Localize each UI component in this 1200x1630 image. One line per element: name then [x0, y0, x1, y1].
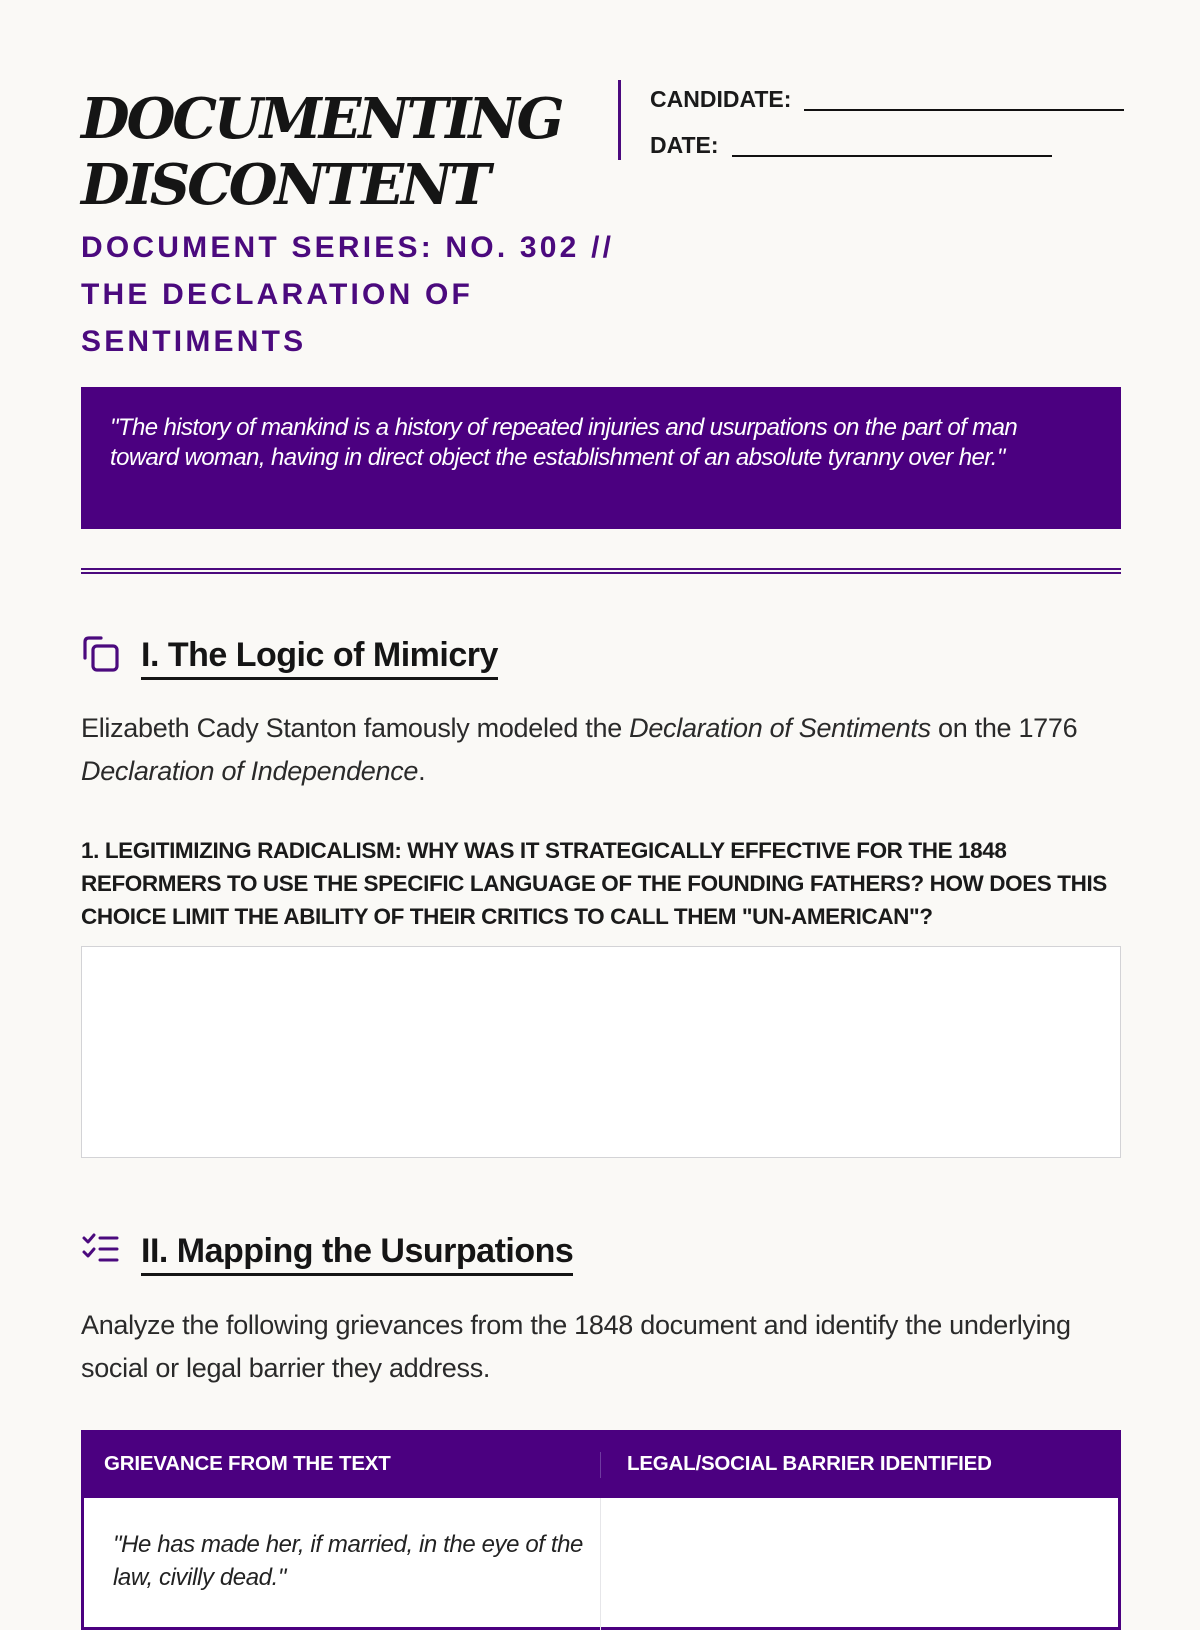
column-header-grievance: GRIEVANCE FROM THE TEXT	[104, 1452, 391, 1475]
date-row	[650, 130, 1052, 160]
table-header	[81, 1430, 1121, 1498]
intro-text-1: Elizabeth Cady Stanton famously modeled the	[81, 713, 630, 743]
column-separator	[600, 1498, 601, 1630]
worksheet-header	[81, 80, 1121, 360]
copy-icon	[81, 634, 121, 674]
section-1-header	[81, 634, 1121, 682]
header-separator	[600, 1452, 601, 1478]
intro-emphasis-2: Declaration of Independence	[81, 756, 419, 786]
date-label: DATE:	[650, 132, 719, 158]
document-series-subtitle	[81, 224, 621, 365]
intro-text-3: .	[418, 756, 426, 786]
intro-emphasis-1: Declaration of Sentiments	[629, 713, 931, 743]
candidate-row	[650, 84, 1124, 114]
date-field[interactable]	[732, 155, 1052, 157]
column-header-barrier: LEGAL/SOCIAL BARRIER IDENTIFIED	[627, 1452, 992, 1475]
quote-banner	[81, 387, 1121, 529]
candidate-label: CANDIDATE:	[650, 86, 792, 112]
double-rule-divider	[81, 568, 1121, 574]
series-line-1: DOCUMENT SERIES: NO. 302 //	[81, 231, 615, 264]
intro-text-2: on the 1776	[930, 713, 1078, 743]
question-1: 1. LEGITIMIZING RADICALISM: WHY WAS IT STRATEGICALLY EFFECTIVE FOR THE 1848 REFORMERS TO USE THE SPECIFIC LANGUAGE OF THE FOUNDING FATHERS? HOW DOES THIS CHOICE LIMIT THE ABILITY OF THEIR CRITICS TO CALL THEM "UN-AMERICAN"?	[81, 838, 1107, 929]
title-line-2: DISCONTENT	[81, 152, 488, 218]
page-title	[81, 86, 601, 218]
section-2-title: II. Mapping the Usurpations	[141, 1230, 573, 1276]
answer-field-1[interactable]	[81, 946, 1121, 1158]
title-line-1: DOCUMENTING	[81, 86, 562, 152]
section-1-intro	[81, 707, 1121, 793]
section-2-intro: Analyze the following grievances from the 1848 document and identify the underlying social or legal barrier they address.	[81, 1310, 1071, 1383]
section-1-title: I. The Logic of Mimicry	[141, 634, 498, 680]
series-line-3: SENTIMENTS	[81, 325, 307, 358]
section-2-header	[81, 1230, 1121, 1278]
worksheet-page	[81, 0, 1121, 1600]
checklist-icon	[81, 1230, 121, 1270]
candidate-info-block	[618, 80, 1124, 160]
grievance-table	[81, 1430, 1121, 1630]
series-line-2: THE DECLARATION OF	[81, 278, 474, 311]
candidate-field[interactable]	[804, 109, 1124, 111]
table-cell-grievance: "He has made her, if married, in the eye of the law, civilly dead."	[113, 1531, 583, 1591]
quote-text: "The history of mankind is a history of repeated injuries and usurpations on the part of man toward woman, having in direct object the establishment of an absolute tyranny over her."	[110, 414, 1018, 471]
